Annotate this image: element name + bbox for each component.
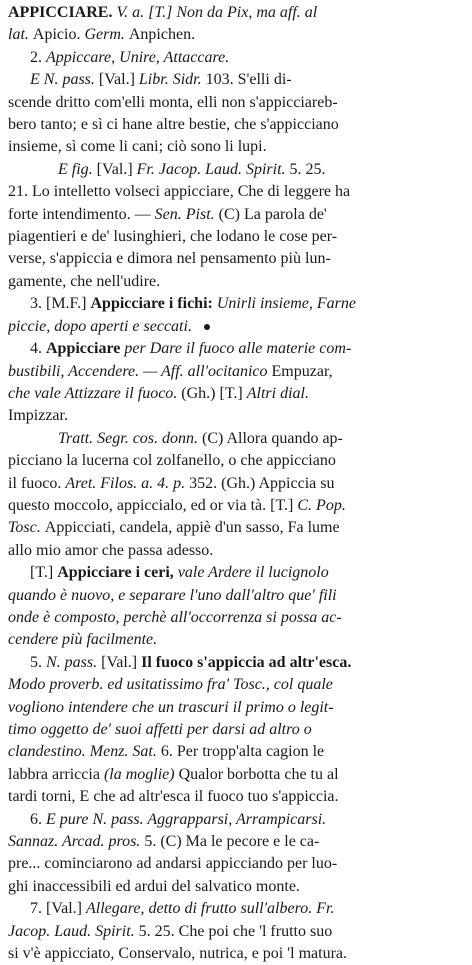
text-run: il fuoco. [8, 474, 66, 492]
italic-text: quando è nuovo, e separare l'uno dall'altro que' fili [8, 586, 337, 604]
italic-text: lat. [8, 26, 33, 44]
text-run: 4. [30, 340, 46, 358]
italic-text: Sannaz. Arcad. pros. [8, 833, 145, 851]
italic-text: Germ. [84, 26, 129, 44]
text-line [8, 405, 466, 427]
headword: Appicciare i ceri, [57, 564, 178, 582]
headword: Il fuoco s'appiccia ad altr'esca. [141, 653, 352, 671]
italic-text: V. a. [T.] [112, 4, 177, 21]
text-line [8, 697, 466, 719]
italic-text: Altri dial. [246, 384, 309, 402]
text-line [8, 271, 466, 293]
text-line [8, 741, 466, 763]
text-run: picciano la lucerna col zolfanello, o che appicciano [8, 452, 336, 470]
italic-text: Non da Pix, ma aff. al [176, 4, 318, 21]
text-line [8, 181, 466, 203]
text-line [8, 943, 466, 965]
text-line [8, 69, 466, 91]
text-run: gamente, che nell'udire. [8, 272, 161, 290]
text-line [8, 898, 466, 920]
text-run: Apicio. [32, 26, 85, 44]
text-line [8, 204, 466, 226]
text-run: verse, s'appiccia e dimora nel pensamento più lun- [8, 250, 331, 268]
text-run: (C) Allora quando ap- [202, 429, 343, 447]
italic-text: Jacop. Laud. Spirit. [8, 922, 139, 940]
italic-text: vogliono intendere che un trascuri il primo o legit- [8, 698, 334, 716]
text-run: (Gh.) [T.] [181, 384, 247, 402]
italic-text: N. pass. [46, 653, 102, 671]
text-run: 5. 25. Che poi che 'l frutto suo [138, 922, 333, 940]
text-line [8, 428, 466, 450]
text-run: Anpichen. [128, 26, 196, 44]
text-line [8, 24, 466, 46]
italic-text: E fig. [58, 160, 97, 178]
headword: Appicciare [46, 340, 125, 358]
text-line [8, 2, 466, 24]
italic-text: Appiccare, Unire, Attaccare. [46, 48, 230, 66]
text-run: 2. [30, 48, 46, 66]
italic-text: bustibili, Accendere. — Aff. all'ocitanico [8, 362, 272, 380]
text-line [8, 764, 466, 786]
text-run: [Val.] [96, 160, 137, 178]
text-run: 3. [M.F.] [30, 295, 91, 313]
italic-text: E N. pass. [30, 71, 99, 89]
text-run: allo mio amor che passa adesso. [8, 541, 214, 559]
text-line [8, 921, 466, 943]
italic-text: Sen. Pist. [154, 205, 219, 223]
text-line [8, 786, 466, 808]
text-run: 21. Lo intelletto volseci appicciare, Che di leggere ha [8, 183, 351, 201]
text-run: questo moccolo, appiccialo, ed or via tà. [T.] [8, 496, 298, 514]
italic-text: Aret. Filos. a. 4. p. [65, 474, 190, 492]
text-run: 5. 25. [289, 160, 326, 178]
italic-text: Allegare, detto di frutto sull'albero. Fr. [85, 900, 335, 918]
italic-text: clandestino. Menz. Sat. [8, 743, 161, 761]
text-line [8, 338, 466, 360]
text-run: pre... cominciarono ad andarsi appicciando per luo- [8, 855, 338, 873]
text-line [8, 517, 466, 539]
text-run: insieme, sì come li cani; ciò sono li lupi. [8, 138, 267, 156]
text-line [8, 809, 466, 831]
italic-text: cendere più facilmente. [8, 631, 158, 649]
text-line [8, 853, 466, 875]
text-line [8, 316, 466, 338]
italic-text: C. Pop. [297, 496, 346, 514]
text-line [8, 226, 466, 248]
text-line [8, 159, 466, 181]
italic-text: timo oggetto de' suoi affetti per darsi ad altro o [8, 721, 312, 738]
text-run: (C) La parola de' [218, 205, 327, 223]
text-line [8, 562, 466, 584]
text-run: 6. Per tropp'alta cagion le [160, 743, 325, 761]
italic-text: che vale Attizzare il fuoco. [8, 384, 182, 402]
text-line [8, 674, 466, 696]
text-run: forte intendimento. — [8, 205, 155, 223]
text-run: Appicciati, candela, appiè d'un sasso, Fa lume [44, 519, 340, 537]
text-line [8, 361, 466, 383]
text-line [8, 293, 466, 315]
text-run: bero tanto; e sì ci hane altre bestie, che s'appicciano [8, 116, 339, 134]
ink-dot-mark [204, 324, 210, 330]
italic-text: onde è composto, perchè all'occorrenza si possa ac- [8, 608, 342, 626]
italic-text: vale Ardere il lucignolo [177, 564, 329, 582]
text-run: Qualor borbotta che tu al [178, 765, 339, 783]
headword: Appicciare i fichi: [90, 295, 217, 313]
text-line [8, 473, 466, 495]
text-run: [Val.] [101, 653, 142, 671]
text-run: scende dritto com'elli monta, elli non s'appicciareb- [8, 93, 338, 111]
text-line [8, 47, 466, 69]
italic-text: (la moglie) [103, 765, 179, 783]
text-line [8, 248, 466, 270]
text-line [8, 114, 466, 136]
text-line [8, 383, 466, 405]
text-run: 352. (Gh.) Appiccia su [189, 474, 335, 492]
italic-text: per Dare il fuoco alle materie com- [124, 340, 352, 358]
text-run: 7. [Val.] [30, 900, 86, 918]
text-line [8, 540, 466, 562]
text-run: ghi inaccessibili ed ardui del salvatico monte. [8, 877, 300, 895]
text-line [8, 652, 466, 674]
italic-text: E pure N. pass. Aggrapparsi, Arrampicarsi. [46, 810, 327, 828]
text-line [8, 136, 466, 158]
text-line [8, 831, 466, 853]
text-run: Impizzar. [8, 407, 68, 425]
text-run: 6. [30, 810, 46, 828]
italic-text: Fr. Jacop. Laud. Spirit. [136, 160, 290, 178]
text-run: [T.] [30, 564, 58, 582]
text-run: labbra arriccia [8, 765, 104, 783]
text-run: si v'è appicciato, Conservalo, nutrica, e poi 'l matura. [8, 945, 347, 963]
text-line [8, 495, 466, 517]
text-run: [Val.] [98, 71, 139, 89]
text-line [8, 607, 466, 629]
text-run: Empuzar, [271, 362, 333, 380]
italic-text: Tratt. Segr. cos. donn. [58, 429, 203, 447]
text-run: 5. [30, 653, 46, 671]
text-run: piagentieri e de' lusinghieri, che lodano le cose per- [8, 228, 338, 246]
italic-text: Tosc. [8, 519, 45, 537]
italic-text: Libr. Sidr. [138, 71, 206, 89]
text-line [8, 719, 466, 741]
italic-text: Modo proverb. ed usitatissimo fra' Tosc., col quale [8, 676, 333, 694]
text-line [8, 629, 466, 651]
text-line [8, 876, 466, 898]
text-line [8, 92, 466, 114]
text-run: 103. S'elli di- [205, 71, 292, 89]
text-line [8, 585, 466, 607]
italic-text: Unirli insieme, Farne [216, 295, 356, 313]
headword: APPICCIARE. [8, 4, 113, 21]
text-run: tardi torni, E che ad altr'esca il fuoco tuo s'appiccia. [8, 788, 339, 806]
text-line [8, 450, 466, 472]
text-run: 5. (C) Ma le pecore e le ca- [144, 833, 320, 851]
italic-text: piccie, dopo aperti e seccati. [8, 317, 192, 335]
